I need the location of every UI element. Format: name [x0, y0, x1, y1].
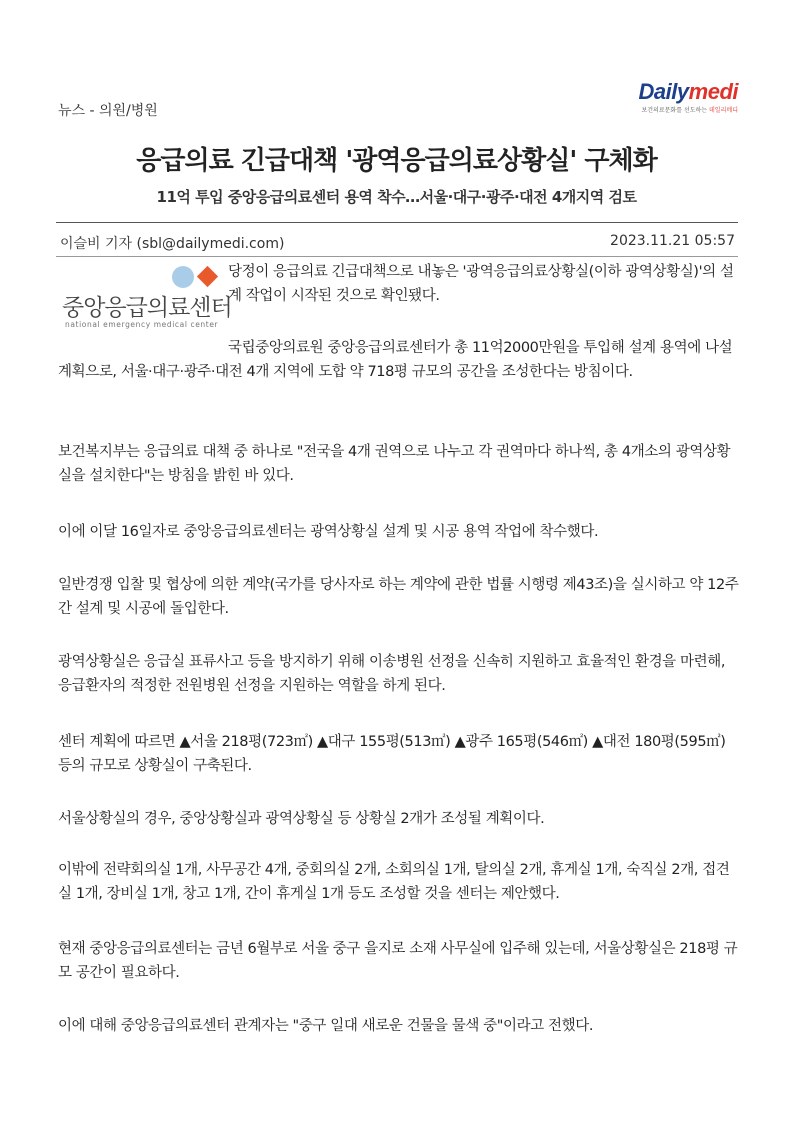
article-paragraph: 일반경쟁 입찰 및 협상에 의한 계약(국가를 당사자로 하는 계약에 관한 법률 시행령 제43조)을 실시하고 약 12주 간 설계 및 시공에 돌입한다. [58, 577, 739, 617]
logo-wordmark: Dailymedi [638, 79, 738, 104]
logo-diamond-icon [197, 266, 218, 287]
article-paragraph: 국립중앙의료원 중앙응급의료센터가 총 11억2000만원을 투입해 설계 용역에 나설 계획으로, 서울·대구·광주·대전 4개 지역에 도합 약 718평 규모의 공간을 조성한다는 방침이다. [58, 340, 733, 380]
article-paragraph: 이밖에 전략회의실 1개, 사무공간 4개, 중회의실 2개, 소회의실 1개, 탈의실 2개, 휴게실 1개, 숙직실 2개, 접견실 1개, 장비실 1개, 창고 1개, 간이 휴게실 1개 등도 조성할 것을 센터는 제안했다. [58, 862, 730, 902]
article-paragraph: 서울상황실의 경우, 중앙상황실과 광역상황실 등 상황실 2개가 조성될 계획이다. [58, 811, 545, 827]
subheadline: 11억 투입 중앙응급의료센터 용역 착수…서울·대구·광주·대전 4개지역 검토 [156, 188, 637, 206]
article-paragraph: 이에 대해 중앙응급의료센터 관계자는 "중구 일대 새로운 건물을 물색 중"이라고 전했다. [58, 1018, 594, 1034]
logo-tagline: 보건의료문화를 선도하는 데일리메디 [641, 107, 738, 114]
article-paragraph: 센터 계획에 따르면 ▲서울 218평(723㎡) ▲대구 155평(513㎡) ▲광주 165평(546㎡) ▲대전 180평(595㎡) 등의 규모로 상황실이 구축된다. [58, 734, 726, 774]
article-paragraph: 당정이 응급의료 긴급대책으로 내놓은 '광역응급의료상황실(이하 광역상황실)'의 설계 작업이 시작된 것으로 확인됐다. [228, 264, 734, 304]
article-paragraph: 보건복지부는 응급의료 대책 중 하나로 "전국을 4개 권역으로 나누고 각 권역마다 하나씩, 총 4개소의 광역상황실을 설치한다"는 방침을 밝힌 바 있다. [58, 444, 731, 484]
logo-circle-icon [172, 266, 194, 288]
article-paragraph: 광역상황실은 응급실 표류사고 등을 방지하기 위해 이송병원 선정을 신속히 지원하고 효율적인 환경을 마련해, 응급환자의 적정한 전원병원 선정을 지원하는 역할을 하게 된다. [58, 654, 726, 694]
dailymedi-logo [613, 80, 738, 114]
headline: 응급의료 긴급대책 '광역응급의료상황실' 구체화 [136, 146, 657, 176]
article-paragraph: 이에 이달 16일자로 중앙응급의료센터는 광역상황실 설계 및 시공 용역 작업에 착수했다. [58, 524, 599, 540]
publish-datetime: 2023.11.21 05:57 [610, 233, 735, 249]
article-paragraph: 현재 중앙응급의료센터는 금년 6월부로 서울 중구 을지로 소재 사무실에 입주해 있는데, 서울상황실은 218평 규모 공간이 필요하다. [58, 941, 738, 981]
byline: 이슬비 기자 (sbl@dailymedi.com) [60, 236, 285, 252]
divider [56, 222, 738, 223]
center-logo-image: 중앙응급의료센터 national emergency medical center [60, 263, 225, 333]
breadcrumb: 뉴스 - 의원/병원 [58, 103, 158, 119]
divider [56, 256, 738, 257]
